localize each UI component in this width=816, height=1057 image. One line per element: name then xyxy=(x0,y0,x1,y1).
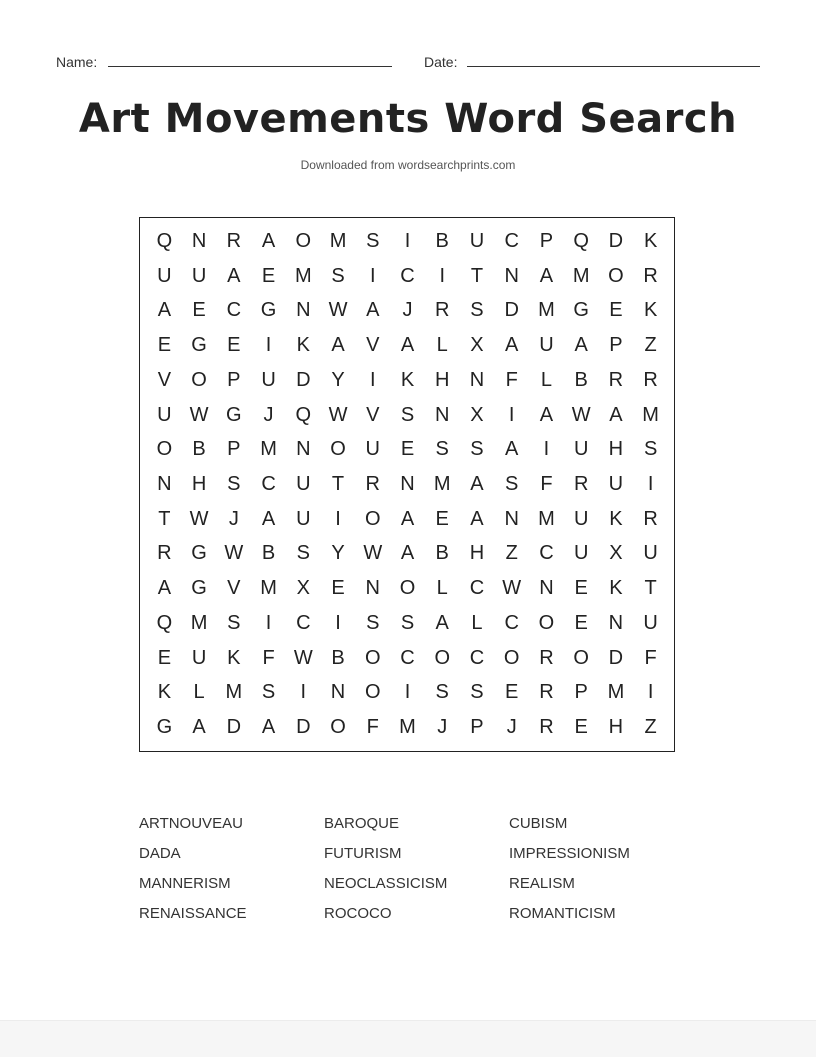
grid-letter[interactable]: V xyxy=(157,368,172,391)
grid-letter[interactable]: I xyxy=(335,611,341,634)
grid-letter[interactable]: O xyxy=(295,229,312,252)
grid-letter[interactable]: M xyxy=(607,681,625,704)
name-line[interactable] xyxy=(108,66,392,67)
grid-letter[interactable]: J xyxy=(228,507,239,530)
grid-letter[interactable]: O xyxy=(399,577,416,600)
grid-letter[interactable]: N xyxy=(608,611,624,634)
word-list-item: RENAISSANCE xyxy=(139,905,247,922)
grid-letter[interactable]: G xyxy=(191,577,207,600)
grid-letter[interactable]: C xyxy=(469,577,485,600)
grid-letter[interactable]: J xyxy=(506,716,517,739)
grid-letter[interactable]: S xyxy=(400,611,415,634)
grid-letter[interactable]: N xyxy=(539,577,554,600)
grid-letter[interactable]: I xyxy=(335,507,341,530)
grid-letter[interactable]: G xyxy=(260,299,277,322)
grid-letter[interactable]: M xyxy=(642,403,659,426)
grid-letter[interactable]: X xyxy=(609,542,623,565)
grid-letter[interactable]: A xyxy=(157,299,172,322)
grid-letter[interactable]: O xyxy=(364,507,381,530)
grid-letter[interactable]: E xyxy=(227,334,241,357)
grid-letter[interactable]: M xyxy=(260,577,277,600)
grid-letter[interactable]: I xyxy=(404,681,411,704)
grid-letter[interactable]: A xyxy=(261,507,276,530)
grid-letter[interactable]: P xyxy=(609,334,623,357)
grid-letter[interactable]: R xyxy=(608,368,624,391)
grid-letter[interactable]: I xyxy=(369,368,376,391)
grid-letter[interactable]: M xyxy=(294,264,312,287)
grid-letter[interactable]: L xyxy=(436,577,448,600)
grid-letter[interactable]: R xyxy=(157,542,172,565)
grid-letter[interactable]: V xyxy=(366,403,380,426)
grid-letter[interactable]: K xyxy=(643,229,658,252)
grid-letter[interactable]: O xyxy=(330,716,346,739)
grid-letter[interactable]: F xyxy=(540,472,553,495)
word-list-item: DADA xyxy=(139,845,181,862)
grid-letter[interactable]: A xyxy=(505,438,519,461)
grid-letter[interactable]: N xyxy=(504,507,519,530)
grid-letter[interactable]: O xyxy=(503,646,520,669)
grid-letter[interactable]: U xyxy=(296,507,311,530)
grid-letter[interactable]: M xyxy=(572,264,590,287)
grid-letter[interactable]: F xyxy=(644,646,657,669)
grid-letter[interactable]: N xyxy=(191,229,207,252)
grid-letter[interactable]: N xyxy=(296,299,311,322)
grid-letter[interactable]: M xyxy=(225,681,243,704)
word-search-grid xyxy=(139,217,675,752)
grid-letter[interactable]: A xyxy=(366,299,380,322)
grid-letter[interactable]: C xyxy=(400,264,415,287)
grid-letter[interactable]: G xyxy=(226,403,242,426)
page-title: Art Movements Word Search xyxy=(78,96,738,142)
grid-letter[interactable]: L xyxy=(471,611,483,634)
grid-letter[interactable]: H xyxy=(469,542,485,565)
grid-letter[interactable]: S xyxy=(296,542,310,565)
grid-letter[interactable]: Z xyxy=(505,542,518,565)
grid-letter[interactable]: N xyxy=(504,264,519,287)
grid-letter[interactable]: S xyxy=(470,681,484,704)
grid-letter[interactable]: U xyxy=(573,542,589,565)
source-note: Downloaded from wordsearchprints.com xyxy=(300,158,516,172)
grid-letter[interactable]: C xyxy=(400,646,415,669)
grid-letter[interactable]: U xyxy=(157,403,172,426)
grid-letter[interactable]: R xyxy=(365,472,380,495)
grid-letter[interactable]: V xyxy=(366,334,380,357)
word-list-item: MANNERISM xyxy=(139,875,231,892)
word-list-item: ROMANTICISM xyxy=(509,905,616,922)
grid-letter[interactable]: A xyxy=(470,507,484,530)
grid-letter[interactable]: A xyxy=(400,542,415,565)
grid-letter[interactable]: U xyxy=(296,472,311,495)
grid-letter[interactable]: O xyxy=(573,646,589,669)
grid-letter[interactable]: A xyxy=(261,716,276,739)
grid-letter[interactable]: W xyxy=(224,542,244,565)
grid-letter[interactable]: A xyxy=(435,611,449,634)
word-list-item: FUTURISM xyxy=(324,845,402,862)
grid-letter[interactable]: C xyxy=(504,611,519,634)
name-label: Name: xyxy=(56,54,98,70)
word-list-item: ROCOCO xyxy=(324,905,392,922)
grid-letter[interactable]: G xyxy=(156,716,173,739)
grid-letter[interactable]: H xyxy=(608,716,624,739)
grid-letter[interactable]: T xyxy=(644,577,657,600)
grid-letter[interactable]: S xyxy=(366,229,380,252)
grid-letter[interactable]: G xyxy=(573,299,589,322)
grid-letter[interactable]: Q xyxy=(573,229,589,252)
grid-letter[interactable]: R xyxy=(226,229,242,252)
grid-letter[interactable]: X xyxy=(296,577,310,600)
grid-letter[interactable]: R xyxy=(435,299,450,322)
grid-letter[interactable]: W xyxy=(189,507,209,530)
grid-letter[interactable]: A xyxy=(261,229,276,252)
grid-letter[interactable]: S xyxy=(400,403,415,426)
grid-letter[interactable]: H xyxy=(608,438,624,461)
grid-letter[interactable]: O xyxy=(156,438,173,461)
grid-letter[interactable]: T xyxy=(158,507,171,530)
grid-letter[interactable]: J xyxy=(402,299,413,322)
grid-letter[interactable]: R xyxy=(643,507,658,530)
grid-letter[interactable]: D xyxy=(608,229,624,252)
word-list-item: IMPRESSIONISM xyxy=(509,845,630,862)
grid-letter[interactable]: E xyxy=(574,716,588,739)
grid-letter[interactable]: W xyxy=(293,646,313,669)
grid-letter[interactable]: U xyxy=(191,646,207,669)
grid-letter[interactable]: S xyxy=(505,472,519,495)
grid-letter[interactable]: O xyxy=(191,368,207,391)
grid-letter[interactable]: G xyxy=(191,334,207,357)
grid-letter[interactable]: O xyxy=(608,264,624,287)
grid-letter[interactable]: U xyxy=(469,229,485,252)
grid-letter[interactable]: H xyxy=(191,472,207,495)
grid-letter[interactable]: B xyxy=(435,542,449,565)
grid-letter[interactable]: C xyxy=(539,542,554,565)
grid-letter[interactable]: M xyxy=(399,716,416,739)
grid-letter[interactable]: E xyxy=(157,334,172,357)
grid-letter[interactable]: O xyxy=(364,681,381,704)
grid-letter[interactable]: S xyxy=(435,438,449,461)
grid-letter[interactable]: I xyxy=(543,438,550,461)
footer-bar xyxy=(0,1020,816,1057)
grid-letter[interactable]: I xyxy=(647,472,654,495)
grid-letter[interactable]: M xyxy=(433,472,451,495)
grid-letter[interactable]: S xyxy=(261,681,276,704)
grid-letter[interactable]: U xyxy=(643,611,658,634)
grid-letter[interactable]: G xyxy=(191,542,207,565)
grid-letter[interactable]: A xyxy=(400,507,415,530)
grid-letter[interactable]: E xyxy=(505,681,519,704)
word-list xyxy=(139,814,694,923)
grid-letter[interactable]: R xyxy=(539,716,554,739)
grid-letter[interactable]: M xyxy=(190,611,208,634)
grid-letter[interactable]: I xyxy=(439,264,445,287)
grid-letter[interactable]: K xyxy=(609,577,623,600)
grid-letter[interactable]: U xyxy=(261,368,276,391)
grid-letter[interactable]: E xyxy=(192,299,206,322)
grid-letter[interactable]: C xyxy=(261,472,276,495)
grid-letter[interactable]: X xyxy=(470,403,484,426)
grid-letter[interactable]: D xyxy=(296,716,311,739)
grid-letter[interactable]: W xyxy=(328,403,348,426)
grid-letter[interactable]: M xyxy=(329,229,347,252)
grid-letter[interactable]: A xyxy=(157,577,172,600)
grid-letter[interactable]: S xyxy=(470,299,484,322)
grid-letter[interactable]: I xyxy=(647,681,654,704)
grid-letter[interactable]: S xyxy=(227,472,241,495)
grid-letter[interactable]: A xyxy=(227,264,241,287)
grid-letter[interactable]: K xyxy=(227,646,241,669)
grid-letter[interactable]: O xyxy=(364,646,381,669)
date-line[interactable] xyxy=(467,66,760,67)
grid-letter[interactable]: T xyxy=(331,472,345,495)
grid-letter[interactable]: K xyxy=(296,334,310,357)
grid-letter[interactable]: N xyxy=(400,472,415,495)
grid-letter[interactable]: A xyxy=(539,403,554,426)
grid-letter[interactable]: L xyxy=(540,368,552,391)
grid-letter[interactable]: L xyxy=(436,334,448,357)
grid-letter[interactable]: C xyxy=(469,646,485,669)
grid-letter[interactable]: C xyxy=(226,299,242,322)
grid-letter[interactable]: H xyxy=(435,368,450,391)
grid-letter[interactable]: P xyxy=(574,681,588,704)
grid-letter[interactable]: F xyxy=(366,716,379,739)
grid-letter[interactable]: M xyxy=(260,438,277,461)
grid-letter[interactable]: N xyxy=(435,403,450,426)
grid-letter[interactable]: B xyxy=(192,438,206,461)
grid-letter[interactable]: N xyxy=(469,368,485,391)
grid-letter[interactable]: M xyxy=(538,299,555,322)
grid-letter[interactable]: O xyxy=(538,611,555,634)
grid-letter[interactable]: X xyxy=(470,334,484,357)
grid-letter[interactable]: A xyxy=(574,334,588,357)
grid-letter[interactable]: D xyxy=(504,299,519,322)
grid-letter[interactable]: S xyxy=(227,611,241,634)
grid-letter[interactable]: F xyxy=(505,368,518,391)
grid-letter[interactable]: R xyxy=(643,264,658,287)
grid-letter[interactable]: E xyxy=(157,646,172,669)
grid-letter[interactable]: E xyxy=(609,299,623,322)
grid-letter[interactable]: O xyxy=(434,646,450,669)
grid-letter[interactable]: U xyxy=(191,264,207,287)
grid-letter[interactable]: A xyxy=(470,472,484,495)
grid-letter[interactable]: F xyxy=(262,646,275,669)
grid-letter[interactable]: P xyxy=(227,438,241,461)
grid-letter[interactable]: W xyxy=(363,542,383,565)
word-list-item: BAROQUE xyxy=(324,815,400,832)
grid-letter[interactable]: P xyxy=(227,368,241,391)
grid-letter[interactable]: J xyxy=(437,716,448,739)
grid-letter[interactable]: R xyxy=(643,368,658,391)
grid-letter[interactable]: W xyxy=(571,403,591,426)
grid-letter[interactable]: U xyxy=(157,264,172,287)
grid-letter[interactable]: C xyxy=(504,229,519,252)
grid-letter[interactable]: A xyxy=(331,334,345,357)
grid-letter[interactable]: Q xyxy=(156,229,173,252)
grid-letter[interactable]: T xyxy=(470,264,484,287)
grid-letter[interactable]: E xyxy=(331,577,345,600)
grid-letter[interactable]: E xyxy=(435,507,449,530)
grid-letter[interactable]: D xyxy=(296,368,311,391)
grid-letter[interactable]: R xyxy=(539,646,554,669)
grid-letter[interactable]: K xyxy=(157,681,172,704)
grid-letter[interactable]: Z xyxy=(644,716,657,739)
grid-letter[interactable]: Q xyxy=(295,403,312,426)
grid-letter[interactable]: S xyxy=(470,438,484,461)
grid-letter[interactable]: U xyxy=(539,334,554,357)
grid-letter[interactable]: V xyxy=(227,577,241,600)
grid-letter[interactable]: N xyxy=(157,472,172,495)
grid-letter[interactable]: A xyxy=(505,334,519,357)
date-label: Date: xyxy=(424,54,458,70)
grid-letter[interactable]: W xyxy=(502,577,522,600)
grid-letter[interactable]: L xyxy=(193,681,205,704)
grid-letter[interactable]: E xyxy=(400,438,415,461)
grid-letter[interactable]: D xyxy=(226,716,242,739)
grid-letter[interactable]: R xyxy=(539,681,554,704)
grid-letter[interactable]: I xyxy=(300,681,307,704)
grid-letter[interactable]: E xyxy=(574,577,588,600)
grid-letter[interactable]: S xyxy=(331,264,345,287)
grid-letter[interactable]: M xyxy=(538,507,555,530)
word-list-item: CUBISM xyxy=(509,815,568,832)
grid-letter[interactable]: K xyxy=(643,299,658,322)
grid-letter[interactable]: O xyxy=(330,438,346,461)
grid-letter[interactable]: A xyxy=(609,403,623,426)
grid-letter[interactable]: A xyxy=(400,334,415,357)
grid-letter[interactable]: B xyxy=(331,646,345,669)
grid-letter[interactable]: B xyxy=(574,368,588,391)
grid-letter[interactable]: K xyxy=(400,368,415,391)
grid-letter[interactable]: P xyxy=(539,229,554,252)
grid-letter[interactable]: B xyxy=(435,229,449,252)
grid-letter[interactable]: U xyxy=(573,438,589,461)
word-list-item: ARTNOUVEAU xyxy=(139,815,243,832)
grid-letter[interactable]: U xyxy=(573,507,589,530)
grid-letter[interactable]: U xyxy=(608,472,624,495)
grid-letter[interactable]: N xyxy=(330,681,346,704)
grid-letter[interactable]: N xyxy=(365,577,380,600)
grid-letter[interactable]: R xyxy=(573,472,589,495)
grid-letter[interactable]: S xyxy=(435,681,449,704)
grid-letter[interactable]: K xyxy=(609,507,623,530)
grid-letter[interactable]: S xyxy=(643,438,658,461)
grid-letter[interactable]: N xyxy=(296,438,311,461)
grid-letter[interactable]: E xyxy=(261,264,276,287)
word-list-item: REALISM xyxy=(509,875,575,892)
grid-letter[interactable]: D xyxy=(608,646,624,669)
grid-letter[interactable]: I xyxy=(508,403,515,426)
grid-letter[interactable]: B xyxy=(261,542,276,565)
grid-letter[interactable]: Y xyxy=(331,368,345,391)
grid-letter[interactable]: Q xyxy=(156,611,173,634)
grid-letter[interactable]: J xyxy=(263,403,274,426)
grid-letter[interactable]: S xyxy=(366,611,380,634)
grid-letter[interactable]: U xyxy=(643,542,658,565)
grid-letter[interactable]: I xyxy=(369,264,376,287)
grid-letter[interactable]: A xyxy=(192,716,206,739)
grid-letter[interactable]: I xyxy=(265,611,272,634)
grid-letter[interactable]: W xyxy=(189,403,209,426)
grid-letter[interactable]: E xyxy=(574,611,588,634)
grid-letter[interactable]: A xyxy=(539,264,554,287)
grid-letter[interactable]: P xyxy=(470,716,484,739)
grid-letter[interactable]: I xyxy=(404,229,411,252)
grid-letter[interactable]: I xyxy=(265,334,272,357)
grid-letter[interactable]: C xyxy=(296,611,311,634)
word-list-item: NEOCLASSICISM xyxy=(324,875,448,892)
grid-letter[interactable]: W xyxy=(328,299,348,322)
grid-letter[interactable]: U xyxy=(365,438,380,461)
grid-letter[interactable]: Y xyxy=(331,542,345,565)
grid-letter[interactable]: Z xyxy=(644,334,657,357)
